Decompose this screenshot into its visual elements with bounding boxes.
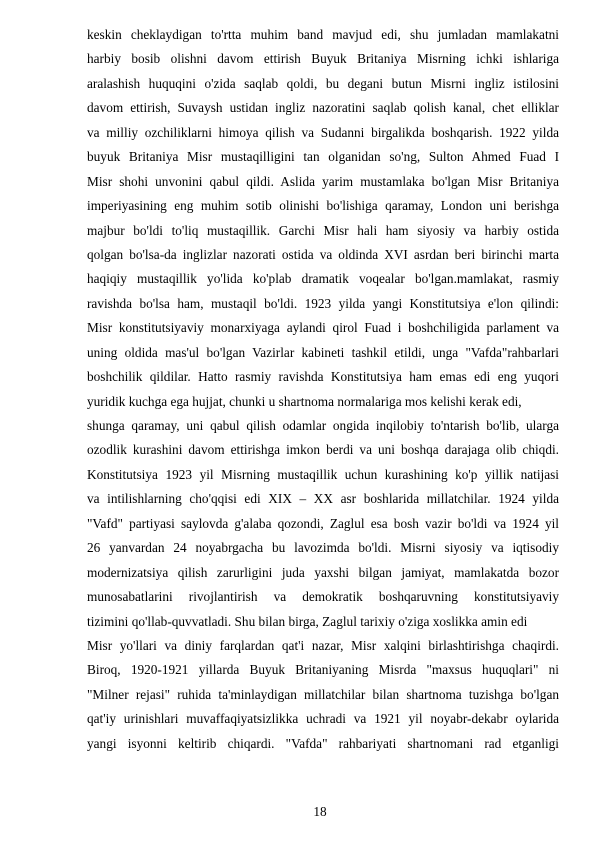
text-line: "Milner rejasi" ruhida ta'minlaydigan millatchilar bilan shartnoma tuzishga bo'lgan — [87, 686, 559, 702]
text-line: ravishda bo'lsa ham, mustaqil bo'ldi. 1923 yilda yangi Konstitutsiya e'lon qilindi: — [87, 295, 559, 311]
text-line: harbiy bosib olishni davom ettirish Buyuk Britaniya Misrning ichki ishlariga — [87, 51, 559, 67]
text-line: keskin cheklaydigan to'rtta muhim band mavjud edi, shu jumladan mamlakatni — [87, 27, 559, 42]
text-line: aralashish huquqini o'zida saqlab qoldi, bu degani butun Misrni ingliz istilosini — [87, 75, 559, 91]
text-line: va intilishlarning cho'qqisi edi XIX – XX asr boshlarida millatchilar. 1924 yilda — [87, 491, 559, 507]
text-line: ozodlik kurashini davom ettirishga imkon berdi va uni boshqa darajaga olib chiqdi. — [87, 442, 559, 458]
text-line: tizimini qo'llab-quvvatladi. Shu bilan birga, Zaglul tarixiy o'ziga xoslikka amin edi — [87, 613, 528, 629]
text-line: qat'iy urinishlari muvaffaqiyatsizlikka uchradi va 1921 yil noyabr-dekabr oylarida — [87, 711, 559, 727]
text-line: buyuk Britaniya Misr mustaqilligini tan olganidan so'ng, Sulton Ahmed Fuad I — [87, 149, 559, 165]
text-line: 26 yanvardan 24 noyabrgacha bu lavozimda bo'ldi. Misrni siyosiy va iqtisodiy — [87, 540, 559, 556]
text-line: qolgan bo'lsa-da inglizlar nazorati ostida va oldinda XVI asrdan beri birinchi marta — [87, 246, 559, 262]
text-line: Misr yo'llari va diniy farqlardan qat'i nazar, Misr xalqini birlashtirishga chaqirdi. — [87, 637, 559, 653]
text-line: va milliy ozchiliklarni himoya qilish va Sudanni birgalikda boshqarish. 1922 yilda — [87, 124, 559, 140]
text-line: boshchilik qildilar. Hatto rasmiy ravishda Konstitutsiya ham emas edi eng yuqori — [87, 369, 559, 385]
text-line: uning oldida mas'ul bo'lgan Vazirlar kabineti tashkil etildi, unga "Vafda"rahbarlari — [87, 344, 559, 360]
text-line: Misr konstitutsiyaviy monarxiyaga aylandi qirol Fuad i boshchiligida parlament va — [87, 320, 559, 336]
text-line: Konstitutsiya 1923 yil Misrning mustaqillik uchun kurashining ko'p yillik natijasi — [87, 466, 559, 482]
text-line: modernizatsiya qilish zarurligini juda yaxshi bilgan jamiyat, mamlakatda bozor — [87, 564, 559, 580]
text-line: Biroq, 1920-1921 yillarda Buyuk Britaniyaning Misrda "maxsus huquqlari" ni — [87, 662, 559, 678]
text-line: "Vafd" partiyasi saylovda g'alaba qozondi, Zaglul esa bosh vazir bo'ldi va 1924 yil — [87, 515, 559, 531]
text-line: haqiqiy mustaqillik yo'lida ko'plab dramatik voqealar bo'lgan.mamlakat, rasmiy — [87, 271, 559, 287]
text-line: imperiyasining eng muhim sotib olinishi bo'lishiga qaramay, London uni berishga — [87, 198, 559, 214]
text-line: davom ettirish, Suvaysh ustidan ingliz nazoratini saqlab qolish kanal, chet elliklar — [87, 100, 559, 116]
text-line: majbur bo'ldi to'liq mustaqillik. Garchi Misr hali ham siyosiy va harbiy ostida — [87, 222, 559, 238]
text-line: yuridik kuchga ega hujjat, chunki u shartnoma normalariga mos kelishi kerak edi, — [87, 393, 522, 409]
text-line: Misr shohi unvonini qabul qildi. Aslida yarim mustamlaka bo'lgan Misr Britaniya — [87, 173, 559, 189]
page-number: 18 — [313, 804, 327, 819]
text-line: yangi isyonni keltirib chiqardi. "Vafda" rahbariyati shartnomani rad etganligi — [87, 735, 559, 751]
text-line: munosabatlarini rivojlantirish va demokratik boshqaruvning konstitutsiyaviy — [87, 589, 559, 605]
text-line: shunga qaramay, uni qabul qilish odamlar ongida inqilobiy to'ntarish bo'lib, ularga — [87, 418, 559, 433]
body-text — [87, 23, 559, 756]
